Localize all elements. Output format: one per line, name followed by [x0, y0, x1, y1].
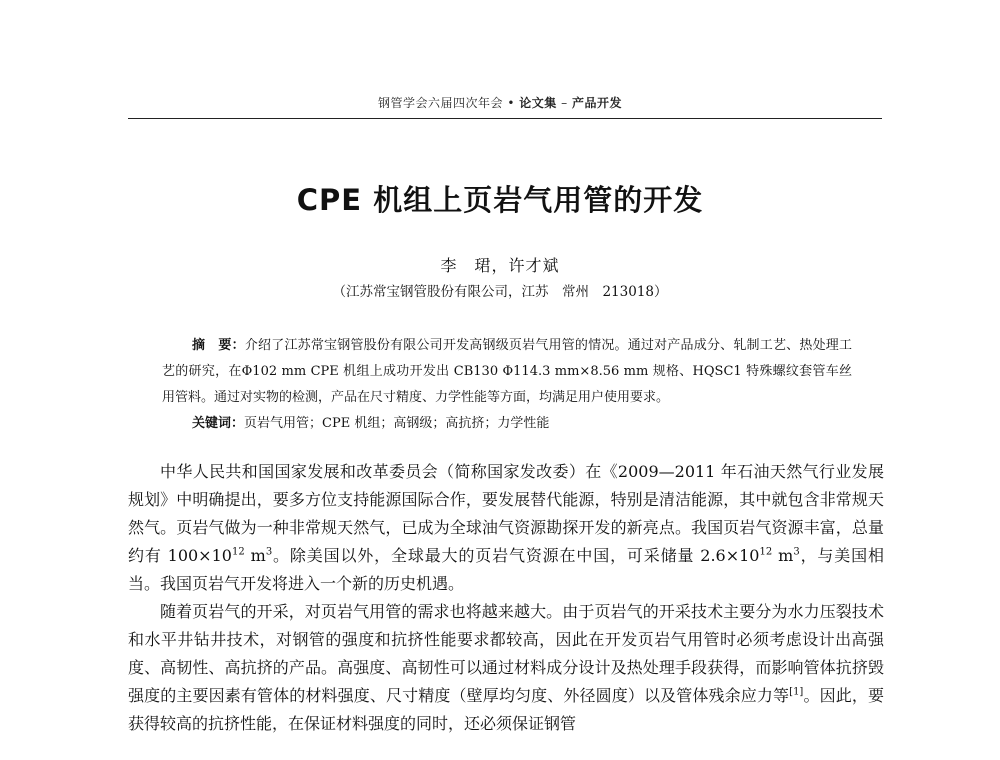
keywords-text: 页岩气用管；CPE 机组；高钢级；高抗挤；力学性能: [244, 416, 550, 431]
abstract-text: 介绍了江苏常宝钢管股份有限公司开发高钢级页岩气用管的情况。通过对产品成分、轧制工艺、热处理工艺的研究，在Φ102 mm CPE 机组上成功开发出 CB130 Φ114.3 mm×8.56 mm 规格、HQSC1 特殊螺纹套管车丝用管料。通过对实物的检测，产品在尺寸精度、力学性能等方面，均满足用户使用要求。: [162, 338, 852, 405]
abstract: [162, 333, 852, 411]
paragraph-1-text-a: 中华人民共和国国家发展和改革委员会（简称国家发改委）在《2009—2011 年石油天然气行业发展规划》中明确提出，要多方位支持能源国际合作，要发展替代能源，特别是清洁能源，其中就包含非常规天然气。页岩气做为一种非常规天然气，已成为全球油气资源勘探开发的新亮点。我国页岩气资源丰富，总量约有 100×10: [128, 462, 884, 565]
body-text: [128, 458, 884, 738]
header-separator: –: [561, 96, 568, 110]
section-category: 产品开发: [571, 96, 622, 110]
affiliation: （江苏常宝钢管股份有限公司，江苏 常州 213018）: [332, 284, 668, 300]
superscript: 3: [793, 546, 800, 558]
abstract-label: 摘 要：: [192, 338, 245, 353]
authors: 李 珺，许才斌: [440, 256, 560, 275]
paragraph-1-text-e: ，与美国相当。我国页岩气开发将进入一个新的历史机遇。: [128, 546, 884, 593]
paragraph-1-text-c: 。除美国以外，全球最大的页岩气资源在中国，可采储量 2.6×10: [272, 546, 760, 565]
superscript: 3: [265, 546, 273, 558]
paragraph-2: [128, 598, 884, 738]
conference-name: 钢管学会六届四次年会: [378, 96, 504, 110]
citation-ref: [1]: [789, 686, 804, 698]
superscript: 12: [759, 546, 773, 558]
paragraph-2-text-b: 。因此，要获得较高的抗挤性能，在保证材料强度的同时，还必须保证钢管: [128, 686, 884, 733]
unit-text: m: [772, 546, 794, 565]
keywords: [192, 413, 852, 435]
paragraph-1: [128, 458, 884, 598]
running-header: [0, 94, 1000, 111]
paragraph-2-text-a: 随着页岩气的开采，对页岩气用管的需求也将越来越大。由于页岩气的开采技术主要分为水力压裂技术和水平井钻井技术，对钢管的强度和抗挤性能要求都较高，因此在开发页岩气用管时必须考虑设计出高强度、高韧性、高抗挤的产品。高强度、高韧性可以通过材料成分设计及热处理手段获得，而影响管体抗挤毁强度的主要因素有管体的材料强度、尺寸精度（壁厚均匀度、外径圆度）以及管体残余应力等: [128, 602, 884, 705]
keywords-label: 关键词：: [192, 416, 245, 431]
superscript: 12: [231, 546, 245, 558]
header-bullet: •: [507, 96, 515, 110]
proceedings-label: 论文集: [519, 96, 557, 110]
header-rule: [128, 118, 882, 119]
unit-text: m: [244, 546, 266, 565]
paper-title: CPE 机组上页岩气用管的开发: [296, 183, 704, 217]
